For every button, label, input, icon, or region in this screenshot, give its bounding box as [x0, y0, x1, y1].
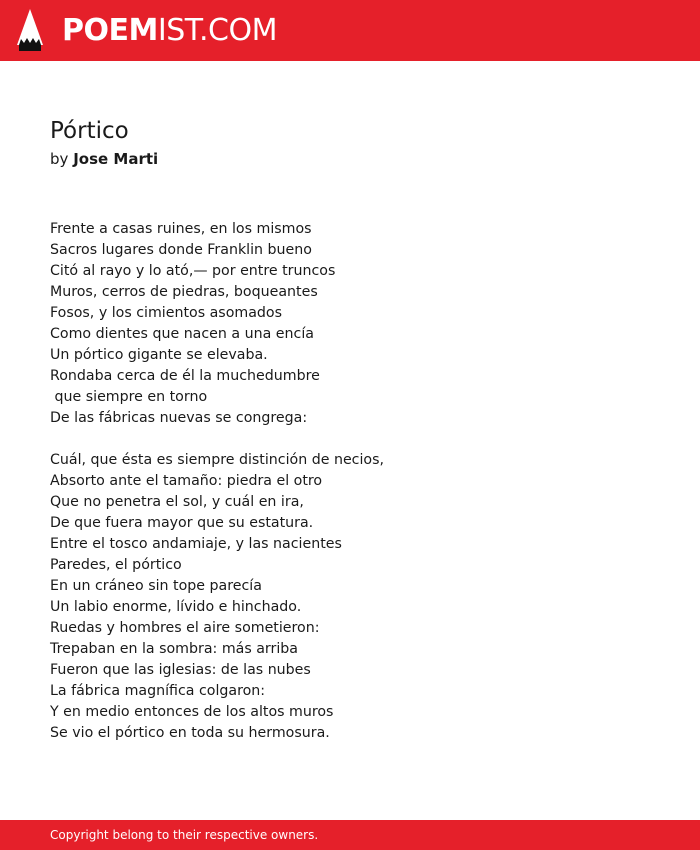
poem-line: De las fábricas nuevas se congrega:	[50, 410, 308, 426]
poem-line: que siempre en torno	[50, 389, 208, 405]
poem-line: Un pórtico gigante se elevaba.	[50, 347, 268, 363]
byline	[50, 149, 158, 169]
site-header	[0, 0, 700, 61]
poem-line: Absorto ante el tamaño: piedra el otro	[50, 473, 323, 489]
site-footer	[0, 820, 700, 850]
poem-line: Trepaban en la sombra: más arriba	[50, 641, 298, 657]
poem-line: En un cráneo sin tope parecía	[50, 578, 262, 594]
poem-line: Entre el tosco andamiaje, y las nacientes	[50, 536, 342, 552]
author-link[interactable]: Jose Marti	[73, 150, 159, 168]
poem-line: Que no penetra el sol, y cuál en ira,	[50, 494, 304, 510]
poem-line: Citó al rayo y lo ató,— por entre truncos	[50, 263, 336, 279]
poem-line: Se vio el pórtico en toda su hermosura.	[50, 725, 330, 741]
poem-line: Fosos, y los cimientos asomados	[50, 305, 282, 321]
poem-line: Como dientes que nacen a una encía	[50, 326, 314, 342]
stanza-break	[50, 429, 670, 450]
poem-line: Cuál, que ésta es siempre distinción de necios,	[50, 452, 385, 468]
poem-line: Y en medio entonces de los altos muros	[50, 704, 334, 720]
copyright-notice: Copyright belong to their respective owners.	[50, 828, 319, 842]
by-label: by	[50, 150, 69, 168]
poem-line: De que fuera mayor que su estatura.	[50, 515, 314, 531]
stanza	[50, 450, 670, 744]
poem-line: Sacros lugares donde Franklin bueno	[50, 242, 312, 258]
poem-line: Rondaba cerca de él la muchedumbre	[50, 368, 320, 384]
logo-bold-part: POEM	[62, 13, 158, 48]
poem-line: Muros, cerros de piedras, boqueantes	[50, 284, 318, 300]
pencil-logo-icon	[17, 9, 43, 51]
poem-line: Un labio enorme, lívido e hinchado.	[50, 599, 302, 615]
logo-light-part: IST.COM	[157, 13, 277, 48]
poem-line: La fábrica magnífica colgaron:	[50, 683, 266, 699]
stanza	[50, 219, 670, 429]
poem-line: Frente a casas ruines, en los mismos	[50, 221, 312, 237]
poem-body	[50, 219, 670, 744]
poem-line: Ruedas y hombres el aire sometieron:	[50, 620, 320, 636]
poem-line: Paredes, el pórtico	[50, 557, 182, 573]
poem-line: Fueron que las iglesias: de las nubes	[50, 662, 311, 678]
site-logo-text	[62, 10, 277, 52]
poem-title: Pórtico	[50, 118, 129, 144]
